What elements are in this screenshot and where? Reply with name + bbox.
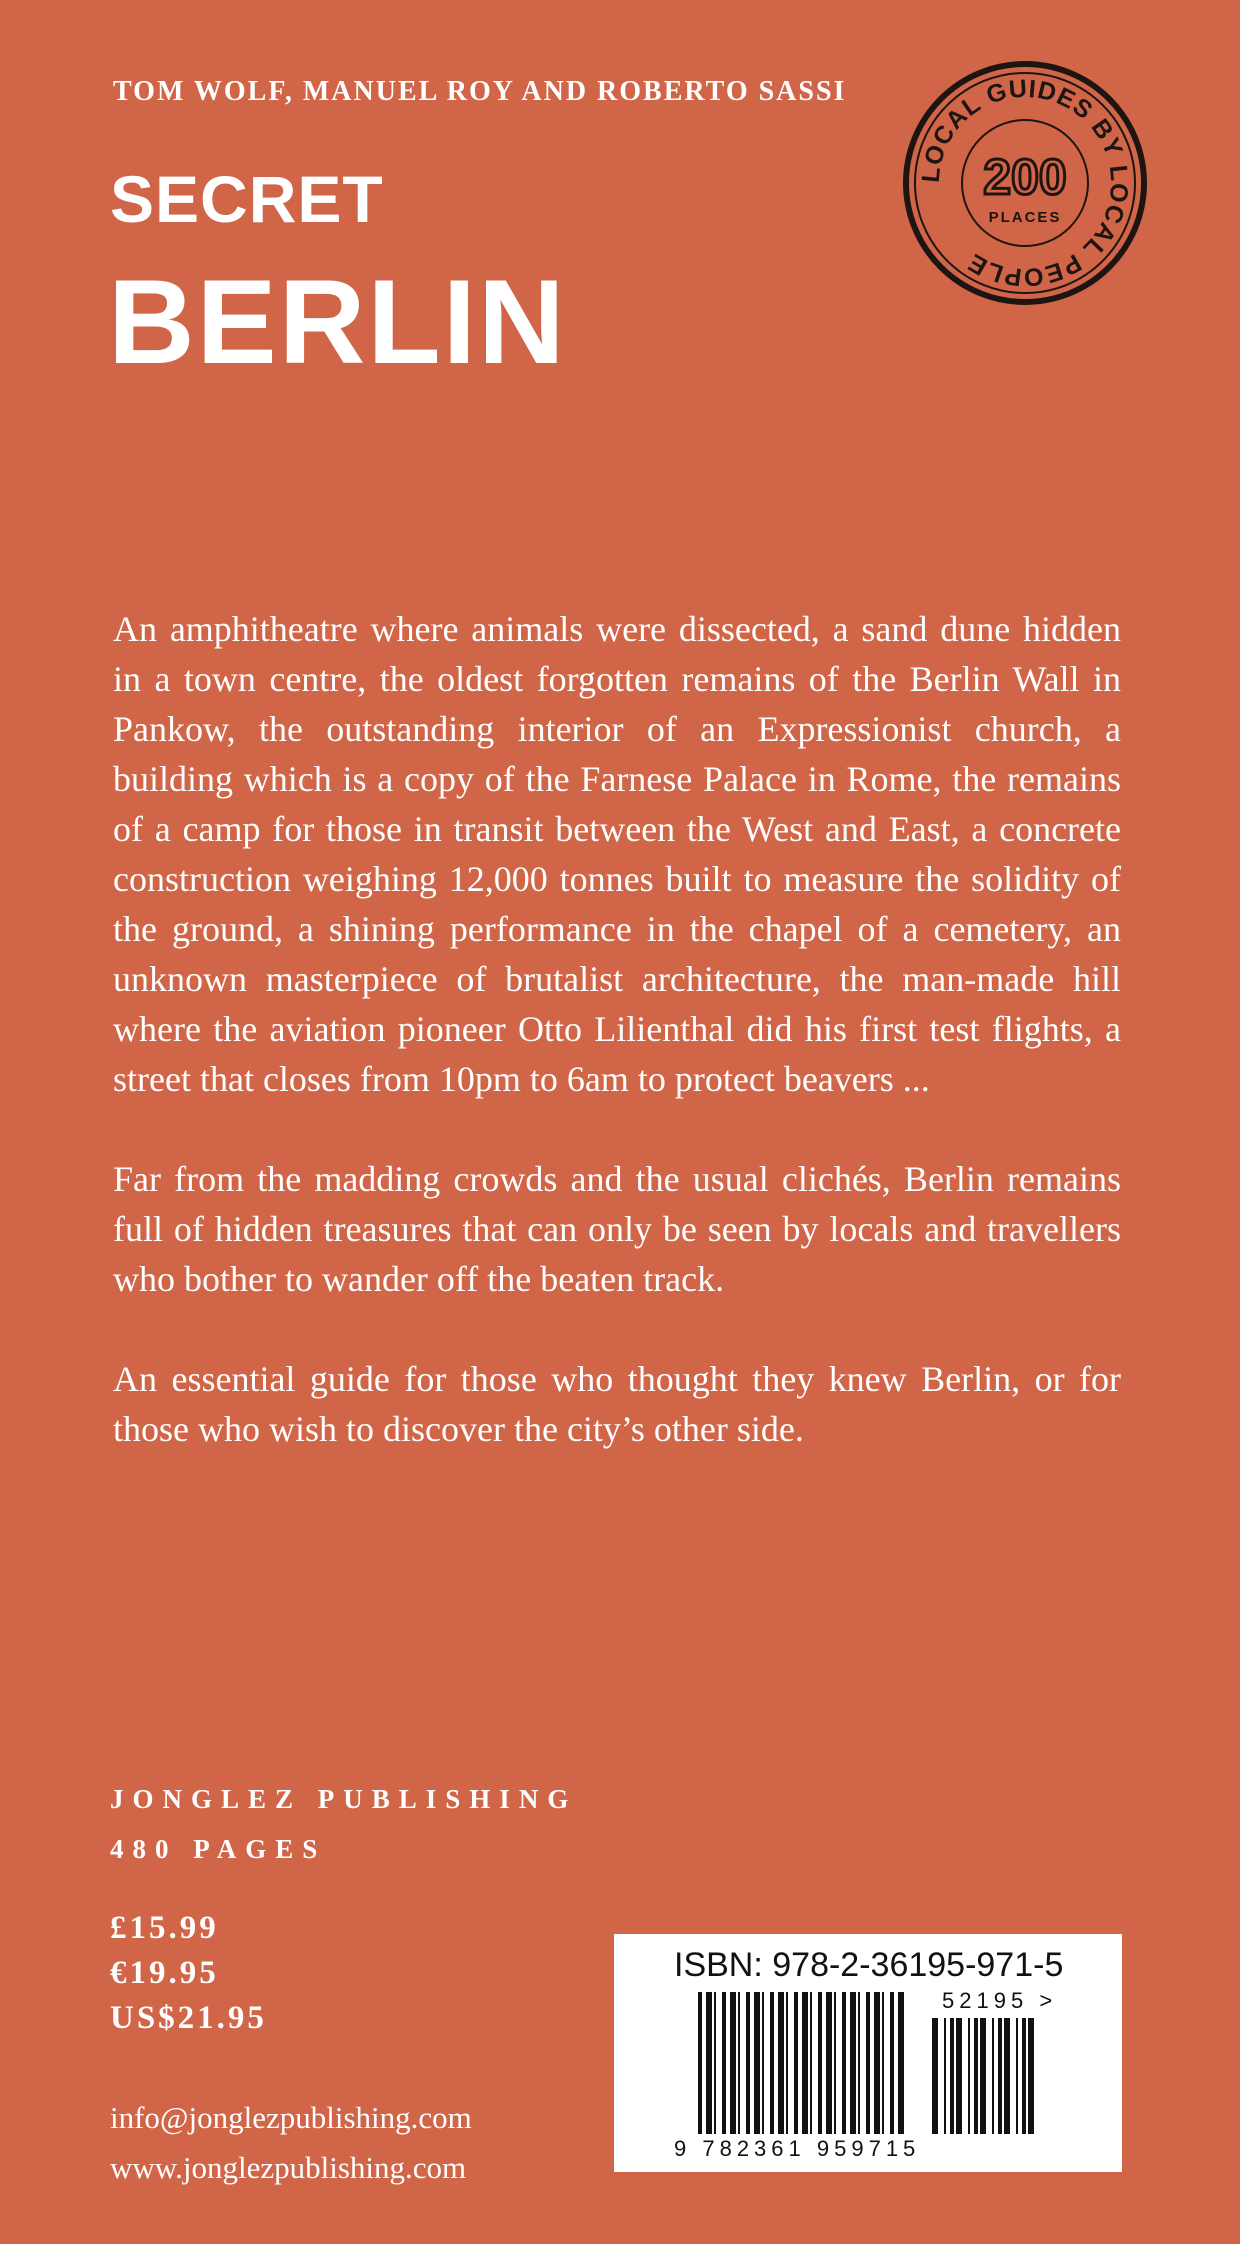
barcode-bar: [802, 1992, 808, 2134]
barcode-bar: [794, 1992, 798, 2134]
barcode-bar: [1016, 2018, 1018, 2134]
page-count: 480 PAGES: [110, 1834, 327, 1864]
barcode-bar: [1028, 2018, 1034, 2134]
barcode-bar: [706, 1992, 712, 2134]
stamp-places: PLACES: [988, 209, 1062, 226]
contact-email: info@jonglezpublishing.com: [110, 2100, 472, 2135]
contact-website: www.jonglezpublishing.com: [110, 2150, 467, 2185]
barcode-bar: [818, 1992, 822, 2134]
barcode-bar: [722, 1992, 726, 2134]
local-guides-stamp: [900, 58, 1150, 308]
blurb: [113, 604, 1121, 1504]
price-eur: €19.95: [110, 1955, 219, 1991]
stamp-ring-text: LOCAL GUIDES BY LOCAL PEOPLE: [916, 74, 1134, 292]
barcode-box: [614, 1934, 1122, 2172]
barcode-bar: [1004, 2018, 1010, 2134]
barcode-bar: [882, 1992, 884, 2134]
barcode-bar: [1022, 2018, 1026, 2134]
barcode-bar: [778, 1992, 784, 2134]
blurb-paragraph-3: An essential guide for those who thought they knew Berlin, or for those who wish to discover the city’s other side.: [113, 1359, 1121, 1449]
barcode-bar: [898, 1992, 904, 2134]
barcode-bar: [826, 1992, 832, 2134]
barcode-bar: [842, 1992, 846, 2134]
title-secret: SECRET: [110, 162, 384, 236]
barcode-bar: [754, 1992, 760, 2134]
barcode-bar: [932, 2018, 938, 2134]
barcode-addon-digits: 52195: [942, 1988, 1029, 2013]
blurb-paragraph-1: An amphitheatre where animals were dissected, a sand dune hidden in a town centre, the oldest forgotten remains of the Berlin Wall in Pankow, the outstanding interior of an Expressionist church, a building which is a copy of the Farnese Palace in Rome, the remains of a camp for those in transit between the West and East, a concrete construction weighing 12,000 tonnes built to measure the solidity of the ground, a shining performance in the chapel of a cemetery, an unknown masterpiece of brutalist architecture, the man-made hill where the aviation pioneer Otto Lilienthal did his first test flights, a street that closes from 10pm to 6am to protect beavers ...: [113, 609, 1121, 1099]
stamp-number: 200: [983, 149, 1067, 205]
barcode-digits: 9 782361 959715: [674, 2136, 921, 2161]
barcode-bar: [944, 2018, 946, 2134]
barcode-bar: [980, 2018, 986, 2134]
barcode-bar: [890, 1992, 894, 2134]
isbn-label: ISBN: 978-2-36195-971-5: [674, 1946, 1064, 1984]
price-gbp: £15.99: [110, 1910, 219, 1946]
price-usd: US$21.95: [110, 2000, 267, 2036]
publisher-name: JONGLEZ PUBLISHING: [110, 1784, 578, 1814]
barcode-bar: [992, 2018, 994, 2134]
blurb-paragraph-2: Far from the madding crowds and the usual clichés, Berlin remains full of hidden treasures that can only be seen by locals and travellers who bother to wander off the beaten track.: [113, 1159, 1121, 1299]
barcode-bar: [874, 1992, 880, 2134]
barcode-bar: [730, 1992, 736, 2134]
barcode-bar: [770, 1992, 774, 2134]
barcode-bar: [850, 1992, 856, 2134]
barcode-bar: [866, 1992, 870, 2134]
barcode-bar: [956, 2018, 962, 2134]
title-berlin: BERLIN: [108, 255, 567, 389]
barcode-bar: [998, 2018, 1002, 2134]
barcode-bar: [714, 1992, 716, 2134]
barcode-bar: [968, 2018, 970, 2134]
barcode-addon-arrow: >: [1039, 1988, 1058, 2013]
barcode-bar: [834, 1992, 836, 2134]
authors: TOM WOLF, MANUEL ROY AND ROBERTO SASSI: [113, 76, 847, 107]
barcode-bar: [762, 1992, 764, 2134]
barcode-bar: [698, 1992, 702, 2134]
barcode-bar: [738, 1992, 740, 2134]
barcode-bar: [810, 1992, 812, 2134]
barcode-bar: [950, 2018, 954, 2134]
barcode-bar: [974, 2018, 978, 2134]
barcode-addon: [942, 1988, 1057, 2014]
barcode-bar: [746, 1992, 750, 2134]
barcode-bar: [858, 1992, 860, 2134]
barcode-bar: [786, 1992, 788, 2134]
